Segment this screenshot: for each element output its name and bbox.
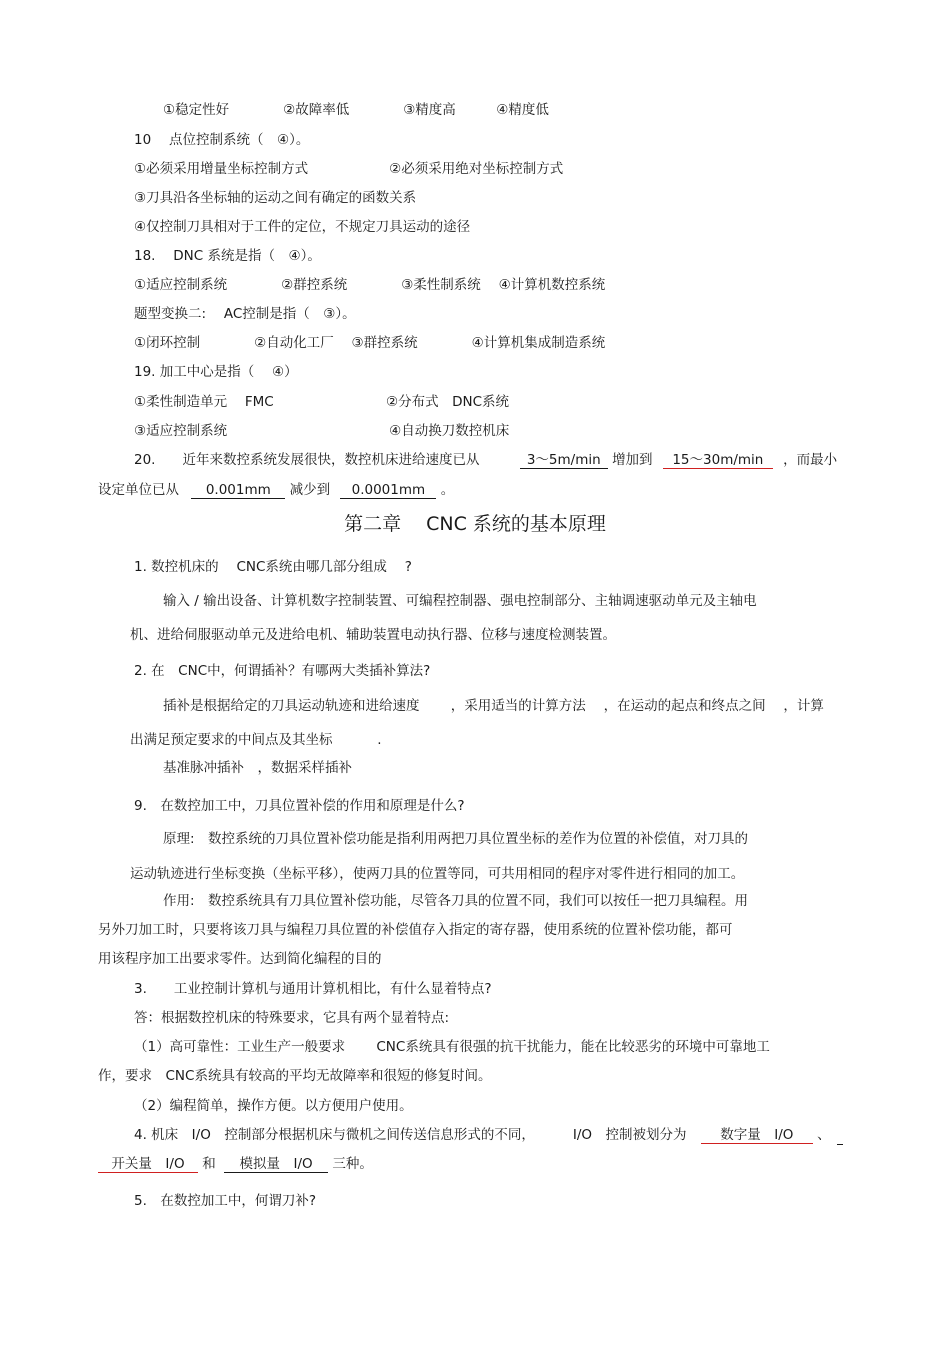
options-line-1: ①稳定性好 ②故障率低 ③精度高 ④精度低 bbox=[163, 102, 549, 118]
question-4-text-4: 三种。 bbox=[332, 1156, 373, 1172]
question-5: 5. 在数控加工中，何谓刀补? bbox=[134, 1193, 317, 1209]
answer-9-function-1: 作用: 数控系统具有刀具位置补偿功能，尽管各刀具的位置不同，我们可以按任一把刀具编程。用 bbox=[163, 893, 749, 909]
options-line-variant: ①闭环控制 ②自动化工厂 ③群控系统 ④计算机集成制造系统 bbox=[134, 335, 606, 351]
answer-1-line-2: 机、进给伺服驱动单元及进给电机、辅助装置电动执行器、位移与速度检测装置。 bbox=[130, 627, 616, 643]
options-line-2: ①必须采用增量坐标控制方式 ②必须采用绝对坐标控制方式 bbox=[134, 161, 564, 177]
question-20-line-2 bbox=[98, 481, 454, 499]
question-9: 9. 在数控加工中，刀具位置补偿的作用和原理是什么? bbox=[134, 798, 465, 814]
answer-3-point-1a: （1）高可靠性：工业生产一般要求 CNC系统具有很强的抗干扰能力，能在比较恶劣的环境中可靠地工 bbox=[134, 1039, 770, 1055]
question-4-text-1: 4. 机床 I/O 控制部分根据机床与微机之间传送信息形式的不同， I/O 控制被划分为 bbox=[134, 1127, 687, 1143]
question-20-text-4: 设定单位已从 bbox=[98, 482, 179, 498]
question-2: 2. 在 CNC中，何谓插补？有哪两大类插补算法? bbox=[134, 663, 431, 679]
options-line-19a: ①柔性制造单元 FMC ②分布式 DNC系统 bbox=[134, 394, 510, 410]
answer-3-intro: 答：根据数控机床的特殊要求，它具有两个显着特点: bbox=[134, 1010, 450, 1026]
question-4-text-2: 、 bbox=[817, 1127, 831, 1143]
options-line-18: ①适应控制系统 ②群控系统 ③柔性制系统 ④计算机数控系统 bbox=[134, 277, 606, 293]
question-20-text-1: 20. 近年来数控系统发展很快，数控机床进给速度已从 bbox=[134, 452, 480, 468]
option-line-4: ④仅控制刀具相对于工件的定位，不规定刀具运动的途径 bbox=[134, 219, 471, 235]
question-3: 3. 工业控制计算机与通用计算机相比，有什么显着特点? bbox=[134, 981, 492, 997]
question-20-text-5: 减少到 bbox=[289, 482, 331, 498]
question-4-text-3: 和 bbox=[202, 1156, 216, 1172]
chapter-title: 第二章 CNC 系统的基本原理 bbox=[344, 513, 606, 535]
question-20-text-6: 。 bbox=[440, 482, 455, 498]
answer-blank-switch-io: 开关量 I/O bbox=[98, 1156, 198, 1173]
answer-9-function-2: 另外刀加工时，只要将该刀具与编程刀具位置的补偿值存入指定的寄存器，使用系统的位置补偿功能，都可 bbox=[98, 922, 733, 938]
answer-3-point-1b: 作，要求 CNC系统具有较高的平均无故障率和很短的修复时间。 bbox=[98, 1068, 492, 1084]
question-1: 1. 数控机床的 CNC系统由哪几部分组成 ? bbox=[134, 559, 412, 575]
blank-lead bbox=[837, 1126, 843, 1145]
question-20-text-3: ，而最小 bbox=[783, 452, 838, 468]
answer-2-line-3: 基准脉冲插补 ，数据采样插补 bbox=[163, 760, 352, 776]
answer-blank-unit-from: 0.001mm bbox=[191, 482, 285, 499]
answer-blank-analog-io: 模拟量 I/O bbox=[224, 1156, 328, 1173]
answer-9-principle-2: 运动轨迹进行坐标变换（坐标平移），使两刀具的位置等同，可共用相同的程序对零件进行相同的加工。 bbox=[130, 866, 745, 882]
answer-blank-unit-to: 0.0001mm bbox=[340, 482, 436, 499]
question-10: 10 点位控制系统（ ④）。 bbox=[134, 132, 310, 148]
options-line-19b: ③适应控制系统 ④自动换刀数控机床 bbox=[134, 423, 510, 439]
answer-blank-speed-from: 3～5m/min bbox=[520, 452, 608, 469]
option-line-3: ③刀具沿各坐标轴的运动之间有确定的函数关系 bbox=[134, 190, 417, 206]
answer-9-principle-1: 原理: 数控系统的刀具位置补偿功能是指利用两把刀具位置坐标的差作为位置的补偿值，对刀具的 bbox=[163, 831, 749, 847]
answer-blank-speed-to: 15～30m/min bbox=[663, 452, 773, 469]
answer-9-function-3: 用该程序加工出要求零件。达到简化编程的目的 bbox=[98, 951, 382, 967]
answer-blank-digital-io: 数字量 I/O bbox=[701, 1127, 813, 1144]
question-20-text-2: 增加到 bbox=[612, 452, 653, 468]
answer-2-line-2: 出满足预定要求的中间点及其坐标 . bbox=[130, 732, 382, 748]
answer-2-line-1: 插补是根据给定的刀具运动轨迹和进给速度 ，采用适当的计算方法 ，在运动的起点和终点之间 ，计算 bbox=[163, 698, 824, 714]
question-variant-2: 题型变换二: AC控制是指（ ③）。 bbox=[134, 306, 356, 322]
question-4-line-2 bbox=[98, 1155, 373, 1173]
question-18: 18. DNC 系统是指（ ④）。 bbox=[134, 248, 321, 264]
question-19: 19. 加工中心是指（ ④） bbox=[134, 364, 298, 380]
answer-1-line-1: 输入 / 输出设备、计算机数字控制装置、可编程控制器、强电控制部分、主轴调速驱动单元及主轴电 bbox=[163, 593, 757, 609]
question-20-line-1 bbox=[134, 451, 837, 469]
question-4-line-1 bbox=[134, 1126, 843, 1145]
answer-3-point-2: （2）编程简单，操作方便。以方便用户使用。 bbox=[134, 1098, 413, 1114]
